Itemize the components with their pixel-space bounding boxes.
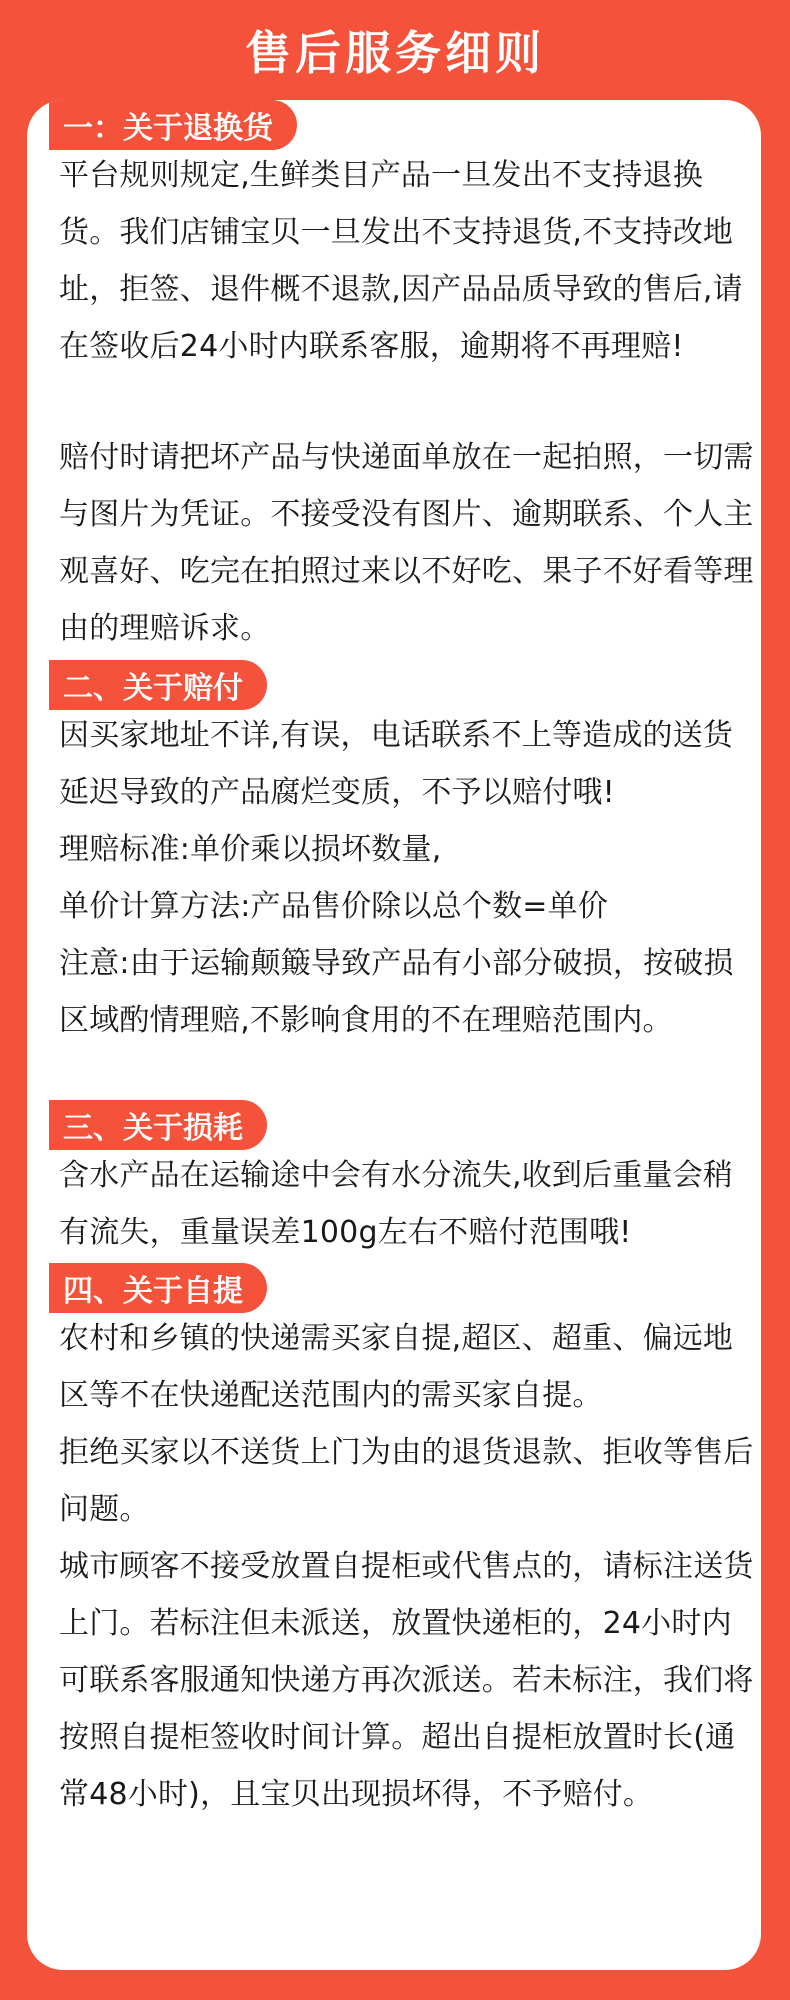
compensation-note-text: 注意:由于运输颠簸导致产品有小部分破损，按破损区域酌情理赔,不影响食用的不在理赔范围内。	[59, 946, 734, 1038]
section-heading-returns: 一：关于退换货	[49, 100, 297, 150]
section-heading-compensation: 二、关于赔付	[49, 660, 267, 710]
compensation-delay-text: 因买家地址不详,有误，电话联系不上等造成的送货延迟导致的产品腐烂变质，不予以赔付哦!	[59, 718, 734, 810]
weight-loss-text: 含水产品在运输途中会有水分流失,收到后重量会稍有流失，重量误差100g左右不赔付范围哦!	[59, 1158, 734, 1250]
pickup-city-locker-text: 城市顾客不接受放置自提柜或代售点的，请标注送货上门。若标注但未派送，放置快递柜的，24小时内可联系客服通知快递方再次派送。若未标注，我们将按照自提柜签收时间计算。超出自提柜放置时长(通常48小时)，且宝贝出现损坏得，不予赔付。	[59, 1549, 754, 1812]
content-card	[27, 100, 761, 1970]
returns-photo-evidence-text: 赔付时请把坏产品与快递面单放在一起拍照，一切需与图片为凭证。不接受没有图片、逾期联系、个人主观喜好、吃完在拍照过来以不好吃、果子不好看等理由的理赔诉求。	[59, 440, 754, 646]
compensation-standard-text: 理赔标准:单价乘以损坏数量,	[59, 832, 442, 867]
section-heading-pickup: 四、关于自提	[49, 1263, 267, 1313]
pickup-refuse-text: 拒绝买家以不送货上门为由的退货退款、拒收等售后问题。	[59, 1435, 754, 1527]
pickup-rural-text: 农村和乡镇的快递需买家自提,超区、超重、偏远地区等不在快递配送范围内的需买家自提。	[59, 1321, 734, 1413]
section-heading-loss: 三、关于损耗	[49, 1100, 267, 1150]
page-title: 售后服务细则	[245, 26, 545, 80]
returns-policy-text: 平台规则规定,生鲜类目产品一旦发出不支持退换货。我们店铺宝贝一旦发出不支持退货,不支持改地址，拒签、退件概不退款,因产品品质导致的售后,请在签收后24小时内联系客服，逾期将不再理赔!	[59, 158, 743, 364]
unit-price-method-text: 单价计算方法:产品售价除以总个数=单价	[59, 889, 609, 924]
